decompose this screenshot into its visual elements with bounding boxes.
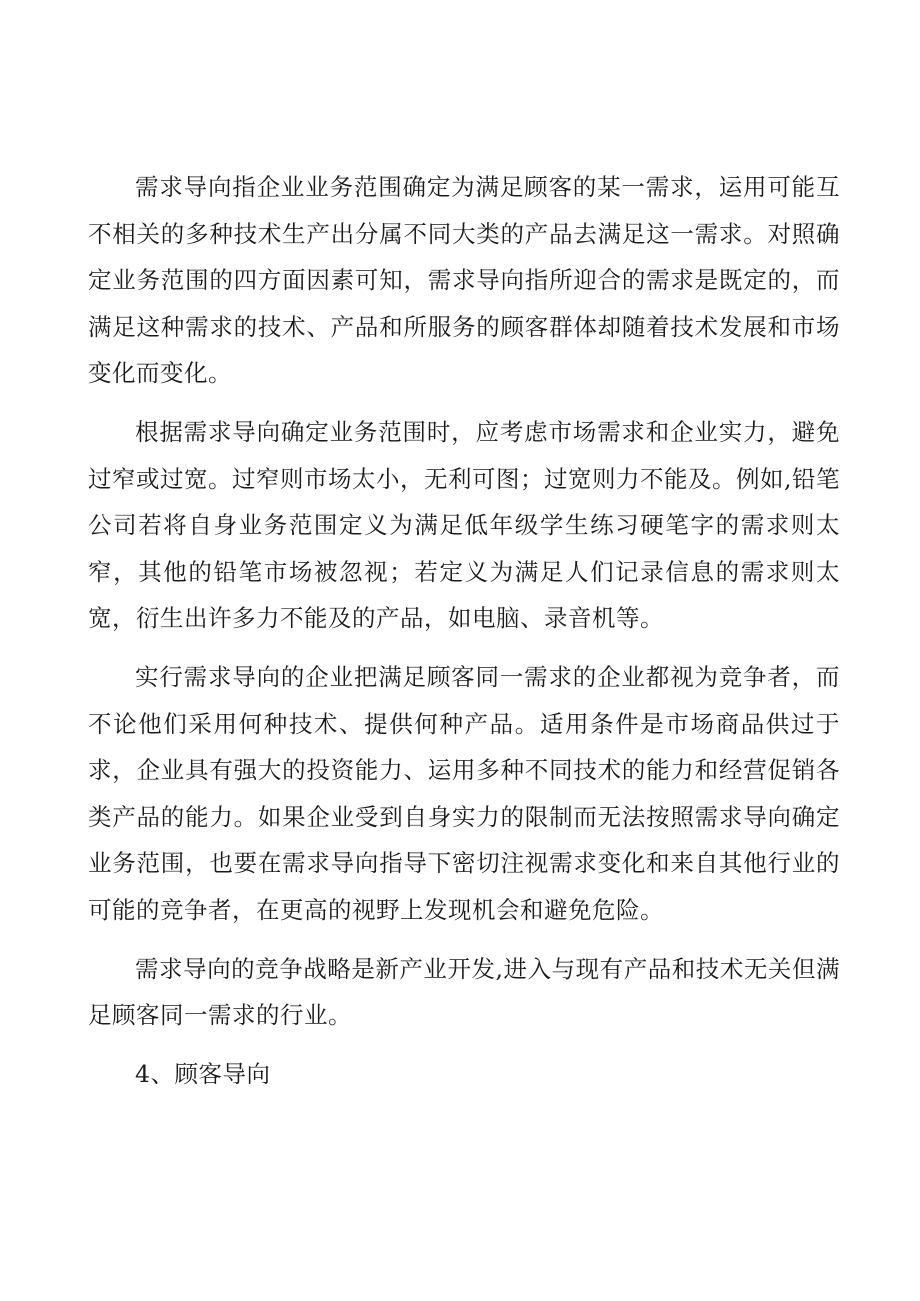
section-heading: 4、顾客导向 — [135, 1059, 271, 1088]
paragraph-1: 需求导向指企业业务范围确定为满足顾客的某一需求，运用可能互不相关的多种技术生产出分属不同大类的产品去满足这一需求。对照确定业务范围的四方面因素可知，需求导向指所迎合的需求是既定的，而满足这种需求的技术、产品和所服务的顾客群体却随着技术发展和市场变化而变化。 — [88, 173, 840, 388]
paragraph-4: 需求导向的竞争战略是新产业开发,进入与现有产品和技术无关但满足顾客同一需求的行业。 — [88, 954, 840, 1030]
paragraph-2: 根据需求导向确定业务范围时，应考虑市场需求和企业实力，避免过窄或过宽。过窄则市场太小，无利可图；过宽则力不能及。例如,铅笔公司若将自身业务范围定义为满足低年级学生练习硬笔字的需求则太窄，其他的铅笔市场被忽视；若定义为满足人们记录信息的需求则太宽，衍生出许多力不能及的产品，如电脑、录音机等。 — [88, 417, 840, 633]
document-body — [88, 164, 840, 1097]
paragraph-3: 实行需求导向的企业把满足顾客同一需求的企业都视为竞争者，而不论他们采用何种技术、提供何种产品。适用条件是市场商品供过于求，企业具有强大的投资能力、运用多种不同技术的能力和经营促销各类产品的能力。如果企业受到自身实力的限制而无法按照需求导向确定业务范围，也要在需求导向指导下密切注视需求变化和来自其他行业的可能的竞争者，在更高的视野上发现机会和避免危险。 — [88, 662, 840, 924]
